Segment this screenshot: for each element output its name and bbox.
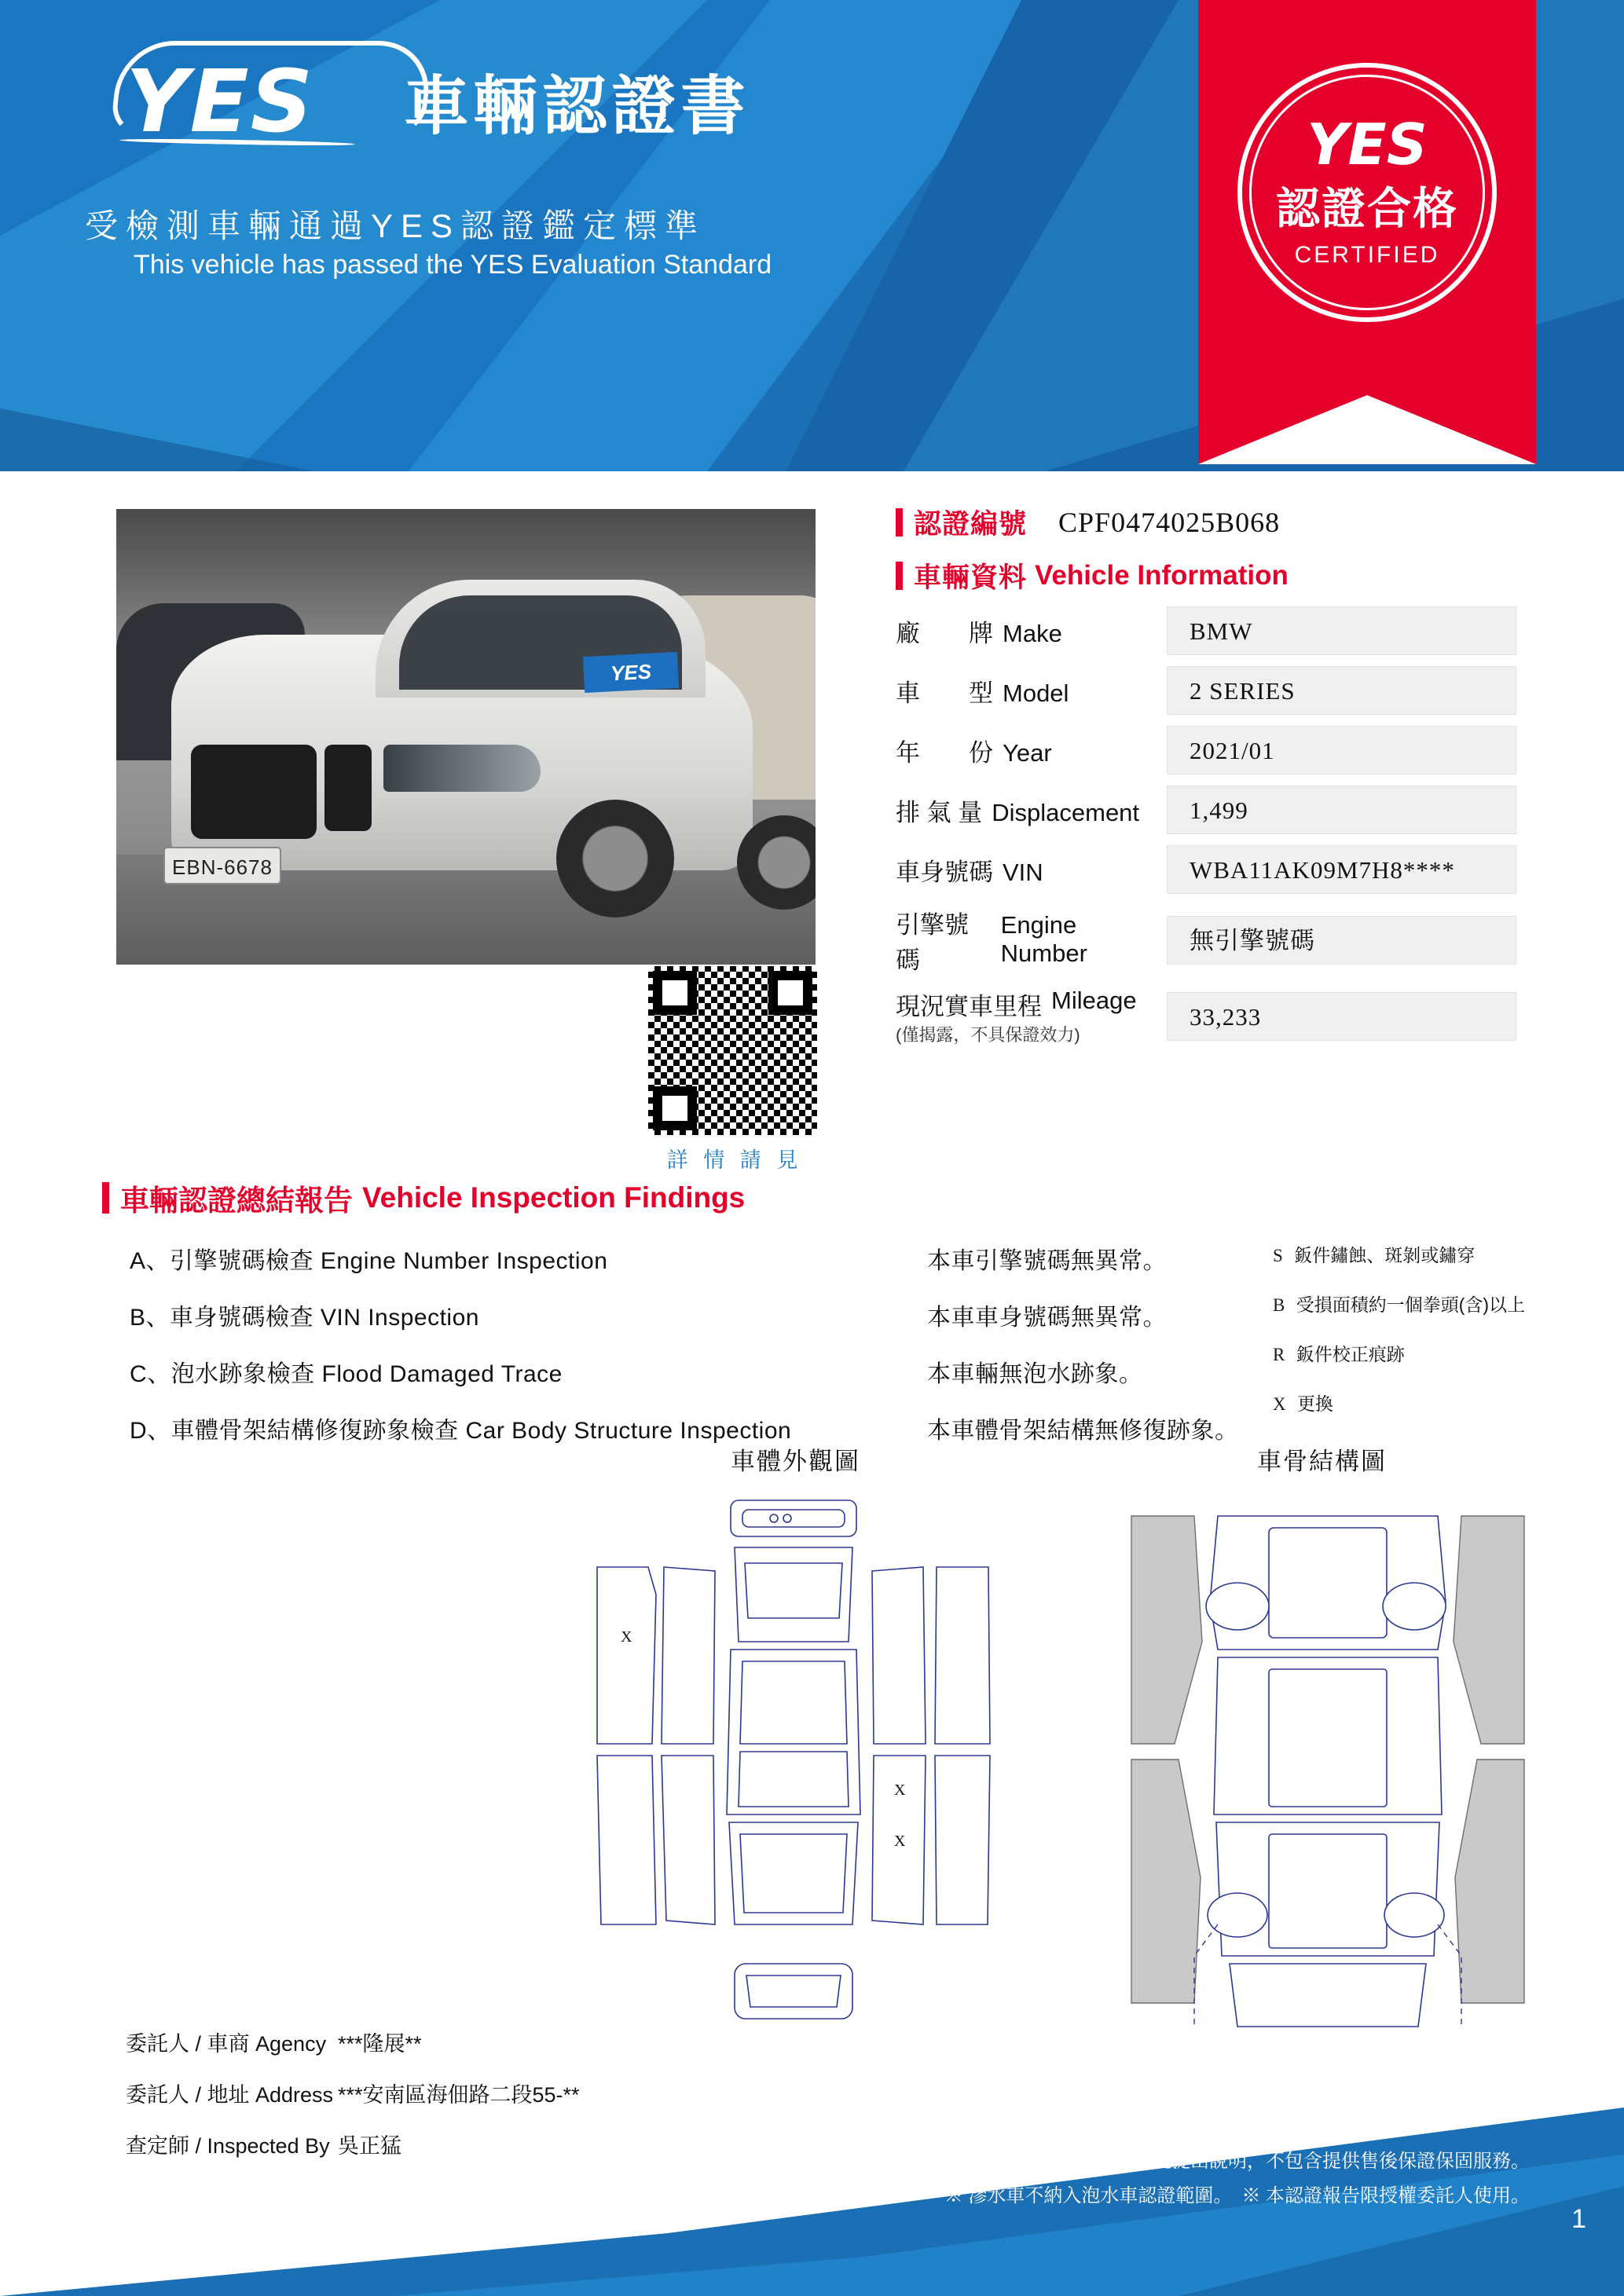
info-row-year [896, 726, 1516, 774]
qr-caption: 詳 情 請 見 [666, 1148, 803, 1172]
page-title: 車輛認證書 [404, 71, 750, 142]
info-row-mileage [896, 987, 1516, 1046]
legend-text-s: 鈑件鏽蝕、斑剝或鏽穿 [1294, 1245, 1476, 1265]
info-label-cn: 引擎號碼 [896, 911, 969, 974]
yes-logo-text: YES [126, 50, 315, 152]
car-grille-right [324, 745, 372, 831]
qr-finder-top-right [768, 971, 812, 1015]
legend-text-x: 更換 [1297, 1393, 1334, 1414]
info-label-en: Mileage [1051, 987, 1137, 1014]
info-row-model [896, 666, 1516, 715]
info-label-en: VIN [1003, 858, 1043, 886]
footer-notes [827, 2144, 1530, 2214]
info-value-displacement: 1,499 [1167, 785, 1516, 834]
finding-item-d: D、車體骨架結構修復跡象檢查 Car Body Structure Inspection [130, 1418, 792, 1444]
info-value-vin: WBA11AK09M7H8**** [1167, 845, 1516, 894]
finding-item-b: B、車身號碼檢查 VIN Inspection [130, 1305, 479, 1331]
header-subtitle-cn: 受檢測車輛通過YES認證鑑定標準 [85, 207, 706, 244]
page-number: 1 [1571, 2204, 1586, 2234]
qr-finder-top-left [653, 971, 697, 1015]
findings-section-header [102, 1177, 745, 1219]
info-label-en: Displacement [992, 798, 1140, 826]
finding-result-d: 本車體骨架結構無修復跡象。 [927, 1418, 1239, 1444]
seal-logo-text: YES [1307, 112, 1428, 178]
footer-note-line1: 注意事項：※ 本檢查僅針對受檢車輛車況提出說明，不包含提供售後保證保固服務。 [827, 2151, 1530, 2172]
car-grille-left [191, 745, 317, 839]
legend-item-r [1273, 1340, 1603, 1366]
inspector-value: 吳正猛 [338, 2134, 401, 2158]
findings-result-list [927, 1241, 1265, 1467]
agency-value: ***隆展** [338, 2032, 422, 2056]
cert-number-header [896, 503, 1516, 542]
finding-result-b: 本車車身號碼無異常。 [927, 1305, 1167, 1331]
vehicle-info-title-cn: 車輛資料 [914, 562, 1028, 593]
exterior-mark-2: X [894, 1782, 906, 1799]
info-label-cn: 年 份 [896, 738, 993, 767]
info-value-model: 2 SERIES [1167, 666, 1516, 715]
seal-label-cn: 認證合格 [1276, 184, 1458, 233]
finding-result-c: 本車輛無泡水跡象。 [927, 1361, 1143, 1387]
info-value-engine-number: 無引擎號碼 [1167, 916, 1516, 965]
findings-title-cn: 車輛認證總結報告 [120, 1185, 353, 1217]
info-row-vin [896, 845, 1516, 894]
qr-finder-bottom-left [653, 1086, 697, 1130]
cert-number-label: 認證編號 [914, 509, 1028, 540]
red-accent-bar [102, 1182, 109, 1214]
info-value-make: BMW [1167, 606, 1516, 655]
header-subtitle-en: This vehicle has passed the YES Evaluation Standard [134, 250, 772, 280]
vehicle-exterior-diagram [574, 1485, 1014, 2050]
page-footer [0, 2107, 1624, 2296]
info-value-year: 2021/01 [1167, 726, 1516, 774]
findings-legend [1273, 1241, 1603, 1439]
address-label: 委託人 / 地址 Address [126, 2083, 334, 2107]
info-label-mileage [896, 987, 1167, 1046]
page-header [0, 0, 1624, 471]
address-value: ***安南區海佃路二段55-** [338, 2083, 580, 2107]
brand-block [126, 50, 951, 152]
agency-label: 委託人 / 車商 Agency [126, 2032, 327, 2056]
legend-item-x [1273, 1390, 1603, 1415]
yes-logo [126, 50, 315, 152]
vehicle-photo [116, 509, 816, 965]
legend-key-r: R [1273, 1345, 1285, 1364]
info-label-cn: 廠 牌 [896, 619, 993, 647]
exterior-mark-3: X [894, 1833, 906, 1850]
diagram-caption-structure: 車骨結構圖 [1257, 1448, 1387, 1475]
car-headlamp [383, 745, 541, 792]
info-row-engine-number [896, 905, 1516, 976]
info-label-model [896, 673, 1167, 709]
info-label-year [896, 733, 1167, 768]
legend-key-s: S [1273, 1246, 1283, 1265]
info-label-cn: 車身號碼 [896, 858, 993, 886]
qr-code[interactable] [648, 966, 817, 1135]
certified-seal [1237, 63, 1497, 322]
finding-item-a: A、引擎號碼檢查 Engine Number Inspection [130, 1248, 608, 1274]
info-value-mileage: 33,233 [1167, 992, 1516, 1041]
agency-row-address [126, 2078, 1069, 2108]
agency-row-agency [126, 2027, 1069, 2057]
red-accent-bar [896, 562, 903, 590]
legend-item-s [1273, 1241, 1603, 1267]
info-label-displacement [896, 793, 1167, 828]
diagram-caption-exterior: 車體外觀圖 [731, 1448, 860, 1475]
info-label-en: Model [1003, 679, 1069, 707]
legend-key-b: B [1273, 1295, 1285, 1315]
info-row-make [896, 606, 1516, 655]
vehicle-info-section-header [896, 556, 1516, 595]
legend-text-r: 鈑件校正痕跡 [1296, 1344, 1405, 1364]
exterior-mark-1: X [621, 1628, 632, 1646]
info-label-en: Year [1003, 738, 1052, 767]
exterior-diagram-svg [574, 1485, 1014, 2050]
cert-number-value: CPF0474025B068 [1058, 507, 1281, 538]
info-label-en: Make [1003, 619, 1062, 647]
windshield-yes-tag: YES [583, 652, 679, 693]
vehicle-info-title-en: Vehicle Information [1035, 560, 1289, 591]
footer-note-line2: ※ 滲水車不納入泡水車認證範圍。 ※ 本認證報告限授權委託人使用。 [944, 2185, 1530, 2206]
info-label-engine-number [896, 905, 1167, 976]
info-row-displacement [896, 785, 1516, 834]
certified-ribbon [1198, 0, 1536, 463]
license-plate: EBN-6678 [163, 847, 281, 884]
inspector-label: 查定師 / Inspected By [126, 2134, 330, 2158]
red-accent-bar [896, 508, 903, 536]
info-label-mileage-note: (僅揭露，不具保證效力) [896, 1025, 1080, 1045]
vehicle-structure-diagram [1100, 1485, 1556, 2050]
info-label-en: Engine Number [1000, 911, 1087, 967]
seal-label-en: CERTIFIED [1294, 242, 1440, 268]
vehicle-information-panel [896, 503, 1516, 1046]
info-label-cn: 排 氣 量 [896, 798, 983, 826]
info-label-vin [896, 852, 1167, 888]
findings-item-list [130, 1241, 915, 1467]
info-label-cn: 現況實車里程 [896, 993, 1042, 1020]
info-label-make [896, 613, 1167, 649]
structure-diagram-svg [1100, 1485, 1556, 2050]
legend-text-b: 受損面積約一個拳頭(含)以上 [1296, 1294, 1526, 1315]
findings-title-en: Vehicle Inspection Findings [362, 1181, 746, 1214]
car-swoosh-icon [110, 41, 434, 135]
info-label-cn: 車 型 [896, 679, 993, 707]
finding-item-c: C、泡水跡象檢查 Flood Damaged Trace [130, 1361, 563, 1387]
legend-item-b [1273, 1291, 1603, 1316]
finding-result-a: 本車引擎號碼無異常。 [927, 1248, 1167, 1274]
car-wheel-front [556, 800, 674, 917]
legend-key-x: X [1273, 1394, 1286, 1414]
